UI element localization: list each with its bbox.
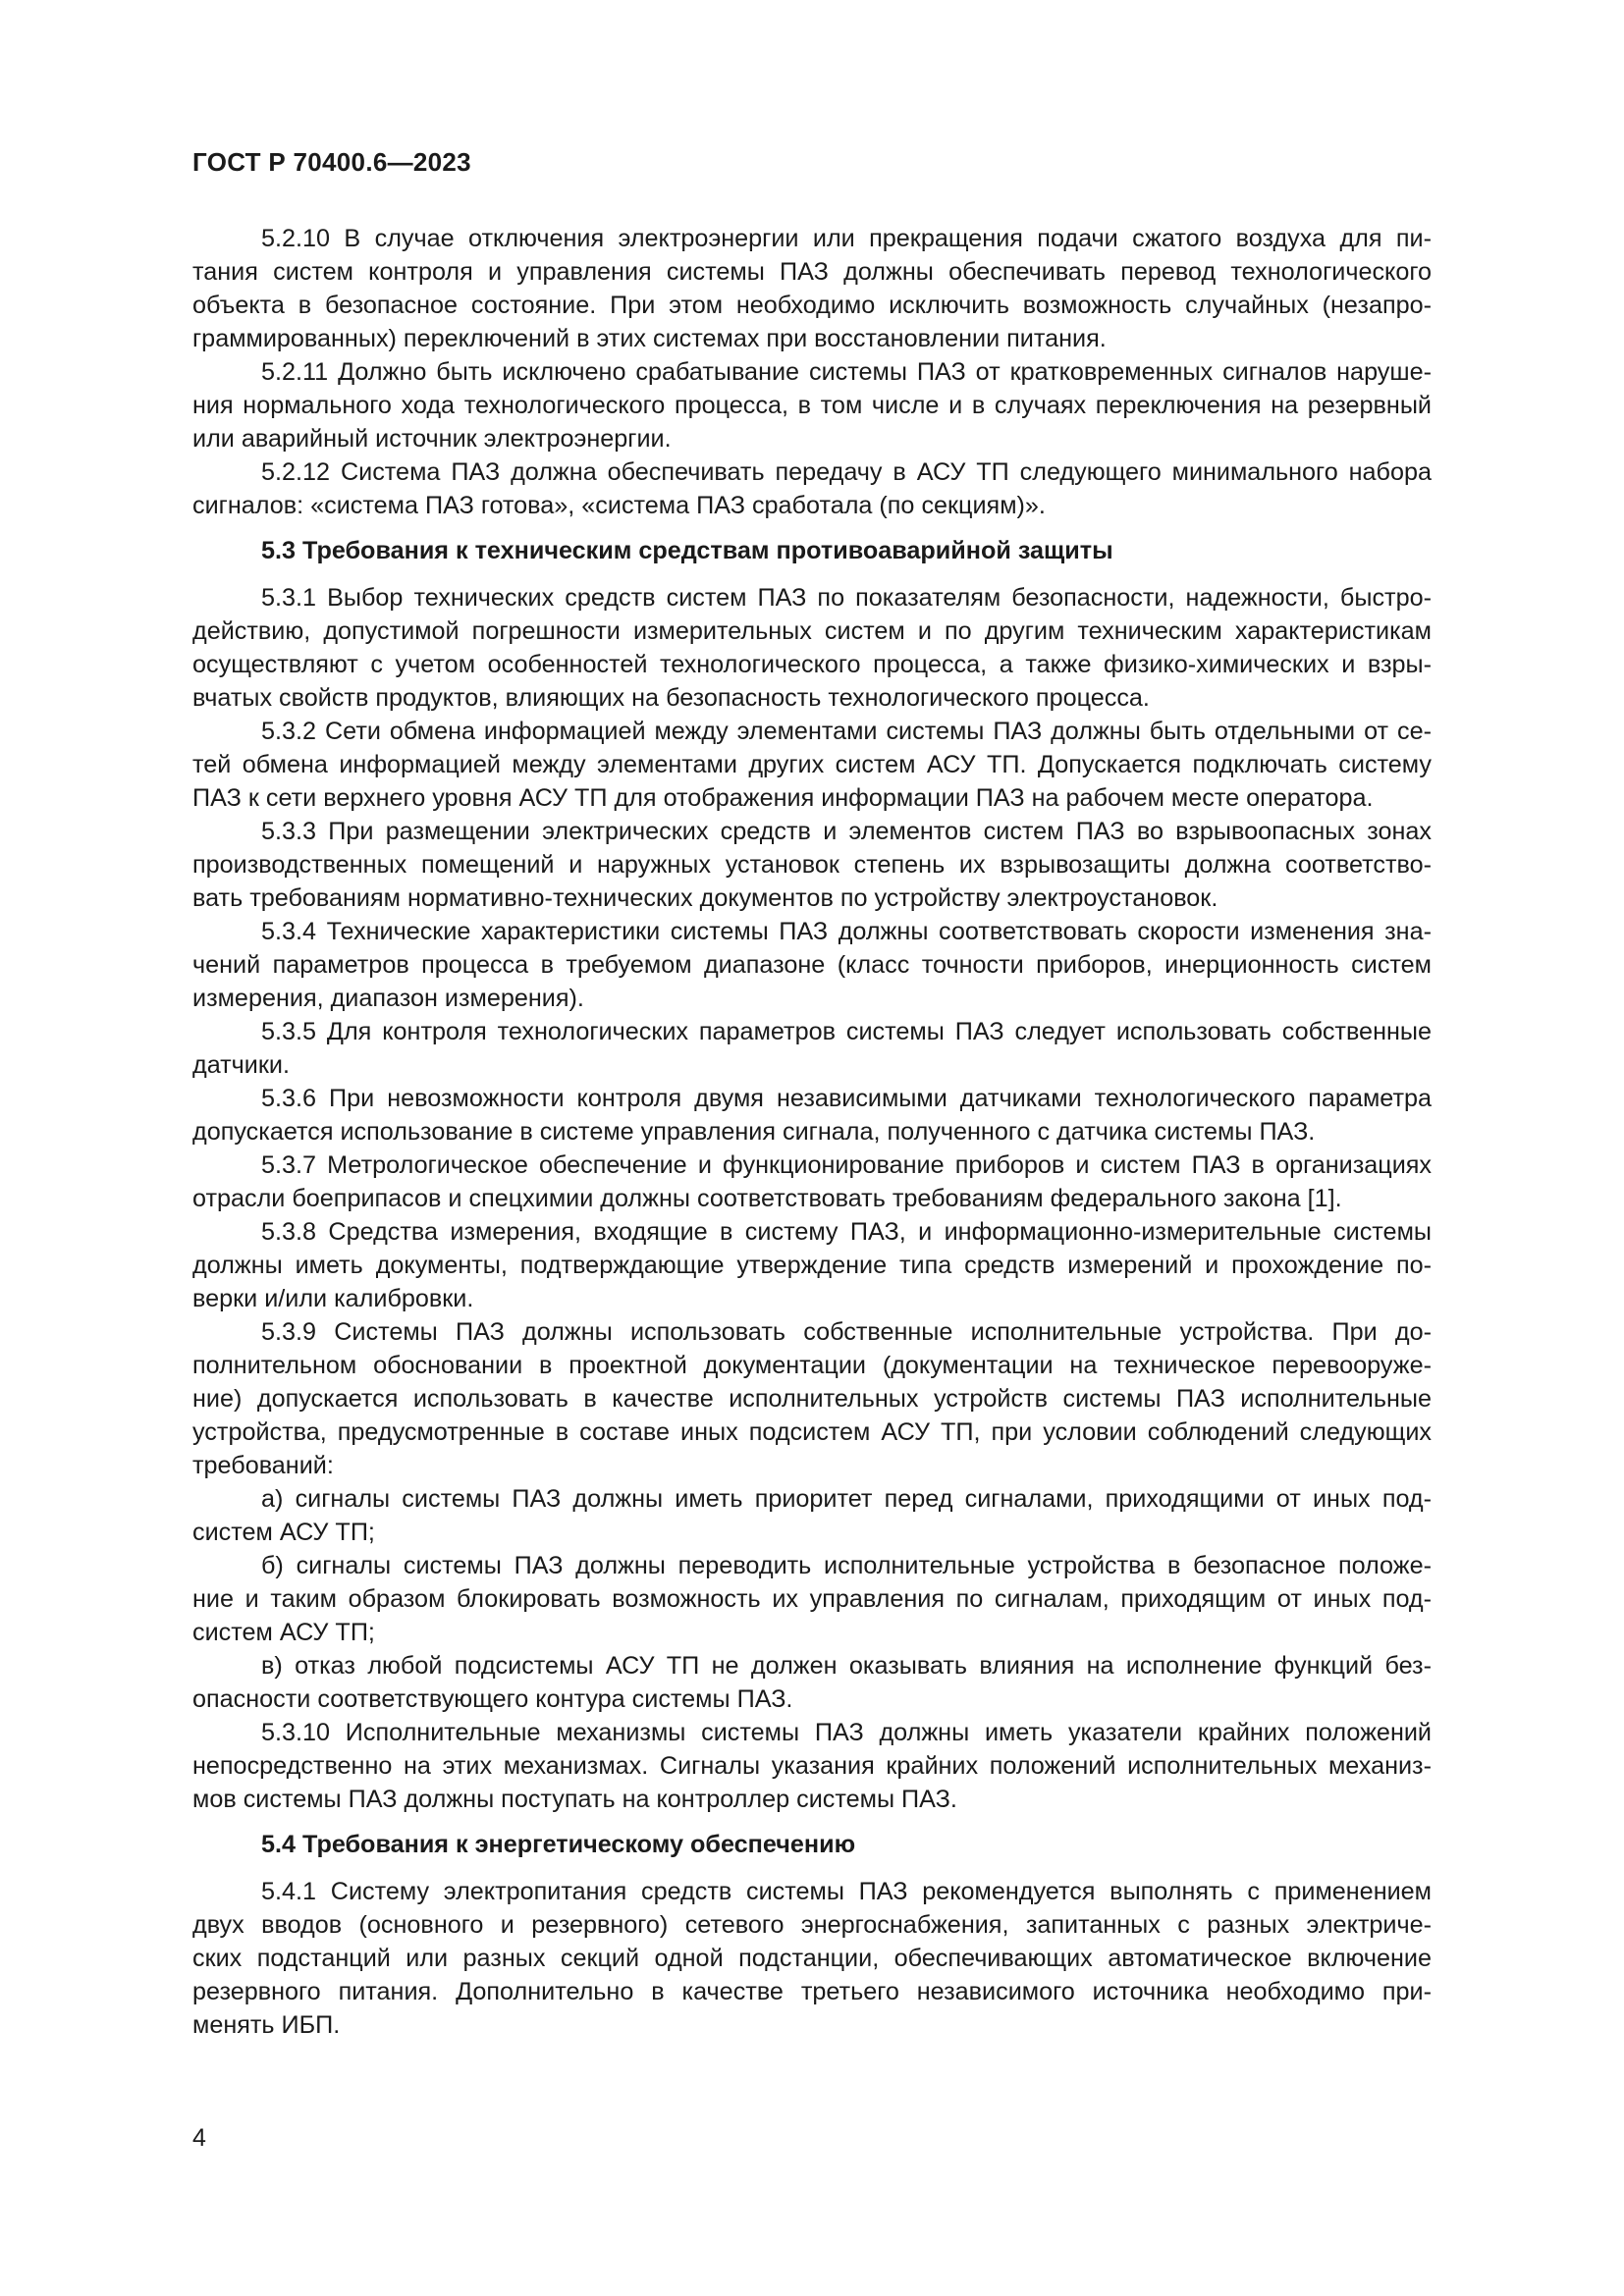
page-number: 4 <box>192 2124 206 2152</box>
text-line: граммированных) переключений в этих системах при восстановлении питания. <box>192 325 1107 352</box>
text-line: производственных помещений и наружных установок степень их взрывозащиты должна соответство- <box>192 851 1432 879</box>
text-line: требований: <box>192 1452 334 1479</box>
paragraph <box>192 455 1432 522</box>
text-line: 5.3.5 Для контроля технологических параметров системы ПАЗ следует использовать собственные <box>261 1018 1432 1045</box>
text-line: 5.3.6 При невозможности контроля двумя независимыми датчиками технологического параметра <box>261 1085 1432 1112</box>
text-line: осуществляют с учетом особенностей технологического процесса, а также физико-химических и взры- <box>192 651 1432 678</box>
text-line: систем АСУ ТП; <box>192 1619 375 1646</box>
text-line: вать требованиям нормативно-технических документов по устройству электроустановок. <box>192 884 1218 912</box>
paragraph <box>192 1875 1432 2042</box>
section-heading: 5.4 Требования к энергетическому обеспечению <box>261 1831 856 1858</box>
text-line: менять ИБП. <box>192 2011 341 2039</box>
section-heading: 5.3 Требования к техническим средствам противоаварийной защиты <box>261 537 1113 564</box>
paragraph <box>192 581 1432 715</box>
text-line: должны иметь документы, подтверждающие утверждение типа средств измерений и прохождение по- <box>192 1252 1432 1279</box>
text-line: ние и таким образом блокировать возможность их управления по сигналам, приходящим от иных под- <box>192 1585 1432 1613</box>
standard-header: ГОСТ Р 70400.6—2023 <box>192 147 471 177</box>
text-line: ПАЗ к сети верхнего уровня АСУ ТП для отображения информации ПАЗ на рабочем месте оператора. <box>192 784 1374 812</box>
text-line: датчики. <box>192 1051 290 1079</box>
text-line: или аварийный источник электроэнергии. <box>192 425 672 453</box>
text-line: 5.2.12 Система ПАЗ должна обеспечивать передачу в АСУ ТП следующего минимального набора <box>261 458 1432 486</box>
text-line: 5.3.4 Технические характеристики системы ПАЗ должны соответствовать скорости изменения зна- <box>261 918 1432 945</box>
text-line: 5.2.11 Должно быть исключено срабатывание системы ПАЗ от кратковременных сигналов наруше- <box>261 358 1432 386</box>
text-line: непосредственно на этих механизмах. Сигналы указания крайних положений исполнительных механиз- <box>192 1752 1432 1780</box>
text-line: измерения, диапазон измерения). <box>192 985 584 1012</box>
paragraph <box>192 1015 1432 1082</box>
text-line: 5.3.10 Исполнительные механизмы системы ПАЗ должны иметь указатели крайних положений <box>261 1719 1432 1746</box>
text-line: 5.3.2 Сети обмена информацией между элементами системы ПАЗ должны быть отдельными от се- <box>261 718 1432 745</box>
text-line: 5.3.8 Средства измерения, входящие в систему ПАЗ, и информационно-измерительные системы <box>261 1218 1432 1246</box>
paragraph <box>192 815 1432 915</box>
text-line: мов системы ПАЗ должны поступать на контроллер системы ПАЗ. <box>192 1786 957 1813</box>
paragraph <box>192 1549 1432 1649</box>
text-line: сигналов: «система ПАЗ готова», «система ПАЗ сработала (по секциям)». <box>192 492 1046 519</box>
text-line: 5.3.7 Метрологическое обеспечение и функционирование приборов и систем ПАЗ в организациях <box>261 1151 1432 1179</box>
text-line: ние) допускается использовать в качестве исполнительных устройств системы ПАЗ исполнительные <box>192 1385 1432 1413</box>
text-line: резервного питания. Дополнительно в качестве третьего независимого источника необходимо при- <box>192 1978 1432 2005</box>
text-line: тания систем контроля и управления системы ПАЗ должны обеспечивать перевод технологического <box>192 258 1432 286</box>
paragraph <box>192 1215 1432 1315</box>
text-line: а) сигналы системы ПАЗ должны иметь приоритет перед сигналами, приходящими от иных под- <box>261 1485 1432 1513</box>
text-line: б) сигналы системы ПАЗ должны переводить исполнительные устройства в безопасное положе- <box>261 1552 1432 1579</box>
paragraph <box>192 1482 1432 1549</box>
text-line: 5.3.9 Системы ПАЗ должны использовать собственные исполнительные устройства. При до- <box>261 1318 1432 1346</box>
paragraph <box>192 1082 1432 1148</box>
paragraph <box>192 715 1432 815</box>
text-line: полнительном обосновании в проектной документации (документации на техническое перевооруже- <box>192 1352 1432 1379</box>
text-line: двух вводов (основного и резервного) сетевого энергоснабжения, запитанных с разных электриче- <box>192 1911 1432 1939</box>
paragraph <box>192 1649 1432 1716</box>
paragraph <box>192 1315 1432 1482</box>
text-line: верки и/или калибровки. <box>192 1285 474 1312</box>
paragraph <box>192 1716 1432 1816</box>
text-line: систем АСУ ТП; <box>192 1519 375 1546</box>
text-line: действию, допустимой погрешности измерительных систем и по другим техническим характеристикам <box>192 617 1432 645</box>
text-line: отрасли боеприпасов и спецхимии должны соответствовать требованиям федерального закона [1]. <box>192 1185 1342 1212</box>
text-line: устройства, предусмотренные в составе иных подсистем АСУ ТП, при условии соблюдений следующих <box>192 1418 1432 1446</box>
paragraph <box>192 915 1432 1015</box>
document-body <box>192 222 1432 2042</box>
text-line: 5.3.3 При размещении электрических средств и элементов систем ПАЗ во взрывоопасных зонах <box>261 818 1432 845</box>
text-line: ских подстанций или разных секций одной подстанции, обеспечивающих автоматическое включение <box>192 1945 1432 1972</box>
paragraph <box>192 355 1432 455</box>
text-line: в) отказ любой подсистемы АСУ ТП не должен оказывать влияния на исполнение функций без- <box>261 1652 1432 1680</box>
text-line: 5.4.1 Систему электропитания средств системы ПАЗ рекомендуется выполнять с применением <box>261 1878 1432 1905</box>
text-line: опасности соответствующего контура системы ПАЗ. <box>192 1685 793 1713</box>
paragraph <box>192 1148 1432 1215</box>
text-line: объекта в безопасное состояние. При этом необходимо исключить возможность случайных (незапро- <box>192 292 1432 319</box>
text-line: вчатых свойств продуктов, влияющих на безопасность технологического процесса. <box>192 684 1150 712</box>
text-line: чений параметров процесса в требуемом диапазоне (класс точности приборов, инерционность систем <box>192 951 1432 979</box>
text-line: ния нормального хода технологического процесса, в том числе и в случаях переключения на резервный <box>192 392 1432 419</box>
paragraph <box>192 222 1432 355</box>
text-line: допускается использование в системе управления сигнала, полученного с датчика системы ПАЗ. <box>192 1118 1316 1146</box>
text-line: 5.2.10 В случае отключения электроэнергии или прекращения подачи сжатого воздуха для пи- <box>261 225 1432 252</box>
text-line: 5.3.1 Выбор технических средств систем ПАЗ по показателям безопасности, надежности, быстро- <box>261 584 1432 612</box>
text-line: тей обмена информацией между элементами других систем АСУ ТП. Допускается подключать систему <box>192 751 1432 778</box>
